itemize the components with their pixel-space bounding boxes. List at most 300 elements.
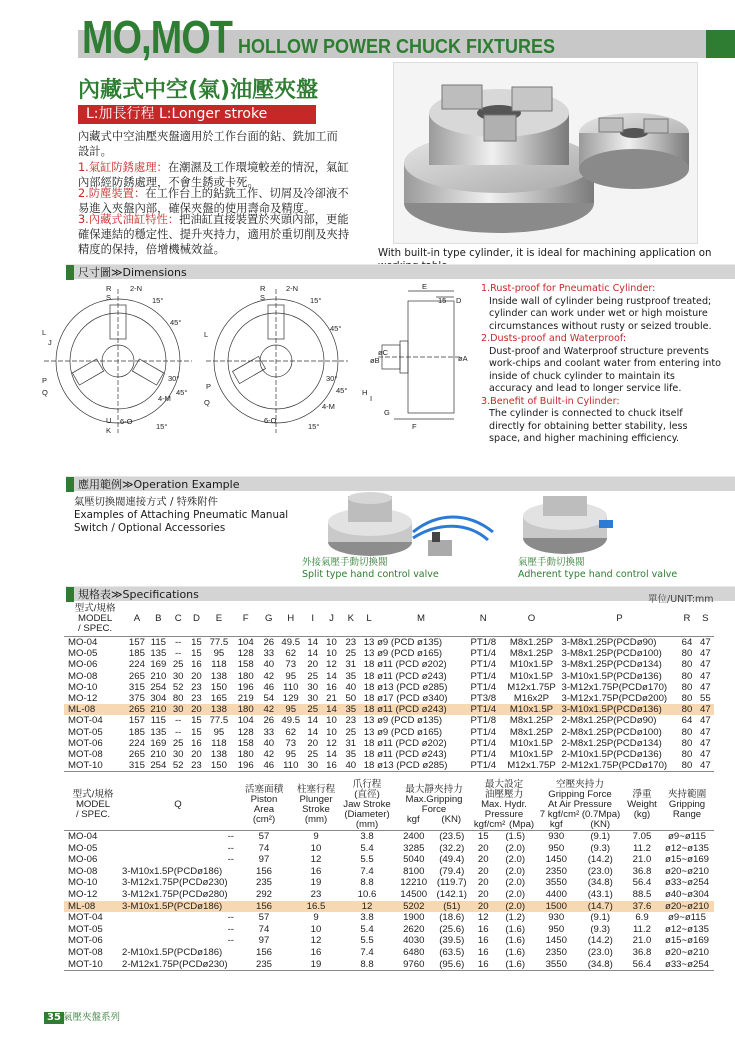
table-cell: (142.1) [436, 888, 467, 900]
svg-text:45°: 45° [330, 324, 342, 333]
table-cell: ø13 (PCD ø285) [377, 760, 448, 772]
operation-desc-en2: Switch / Optional Accessories [74, 521, 226, 534]
table-cell: ø33~ø254 [664, 877, 709, 889]
header-accent [706, 30, 735, 58]
table-cell: PT1/4 [470, 760, 497, 772]
table-row [64, 637, 714, 649]
table-cell: MOT-06 [68, 737, 103, 749]
table-cell: ø9 (PCD ø165) [377, 726, 443, 738]
table-cell: 6.9 [635, 912, 649, 924]
table-row [64, 959, 714, 971]
table-cell: 31 [345, 737, 357, 749]
table-cell: 49.5 [281, 715, 301, 727]
table-cell: 12 [326, 737, 337, 749]
section-dimensions [66, 264, 735, 279]
operation-desc-en1: Examples of Attaching Pneumatic Manual [74, 508, 289, 521]
table-row [64, 901, 714, 913]
table-cell: 14 [326, 749, 337, 761]
table-cell: 35 [345, 749, 357, 761]
table-cell: 20 [187, 704, 205, 715]
table-row [64, 947, 714, 959]
table-cell: 15 [191, 648, 202, 660]
table-cell: 115 [150, 715, 166, 727]
table-cell: 80 [681, 693, 693, 705]
table-cell: M10x1.5P [509, 659, 554, 671]
table-cell: 80 [681, 681, 693, 693]
table-cell: 10.6 [357, 888, 377, 900]
table-cell: 40 [263, 737, 275, 749]
table-cell: MO-08 [68, 865, 98, 877]
table-cell: 2-M10x1.5P(PCDø186) [122, 946, 223, 958]
section-title: 應用範例≫Operation Example [78, 478, 240, 491]
table-cell: 16 [310, 946, 322, 958]
table-cell: 14 [307, 715, 319, 727]
col-header: B [155, 613, 162, 625]
table-cell: 115 [150, 637, 166, 648]
table-cell: 97 [258, 854, 270, 866]
table-cell: 18 [361, 704, 377, 715]
table-cell: 23 [191, 760, 202, 772]
table-cell: 47 [699, 749, 711, 761]
table-cell: (9.3) [590, 842, 611, 854]
svg-text:D: D [456, 296, 462, 305]
table-cell: 40 [345, 760, 357, 772]
table-cell: MO-08 [68, 670, 98, 682]
table-cell: 3-M10x1.5P(PCDø186) [122, 901, 234, 913]
table-cell: 156 [255, 946, 272, 958]
table-cell: 8.8 [360, 958, 374, 970]
table-row [64, 831, 714, 843]
table-cell: (9.1) [590, 912, 611, 924]
table-cell: 13 [363, 715, 375, 727]
table-cell: 10 [326, 726, 337, 738]
table-cell: 18 [363, 670, 375, 682]
table-cell: -- [227, 831, 234, 842]
table-cell: 3550 [545, 958, 567, 970]
table-cell: 30 [307, 760, 319, 772]
table-cell: 10 [310, 923, 322, 935]
table-cell: ø20~ø210 [664, 946, 709, 958]
table-cell: PT1/8 [470, 715, 497, 727]
table-cell: 315 [128, 681, 145, 693]
table-cell: -- [227, 923, 234, 935]
table-cell: 14 [322, 704, 340, 715]
col-header: O [527, 613, 536, 625]
table-cell: -- [174, 726, 182, 738]
table-cell: 150 [210, 760, 227, 772]
table-cell: MO-12 [68, 888, 98, 900]
table-cell: MOT-05 [68, 923, 103, 935]
table-cell: 23 [310, 888, 322, 900]
table-cell: 80 [681, 749, 693, 761]
table-row [64, 693, 714, 704]
svg-text:15: 15 [438, 296, 447, 305]
svg-text:P: P [206, 382, 212, 391]
feature-cn-1: 1.氣缸防銹處理：在潮濕及工作環境較差的情況，氣缸內部經防銹處理，不會生銹或卡死。 [78, 161, 349, 189]
table-cell: ø11 (PCD ø243) [377, 704, 465, 715]
table-cell: 80 [172, 693, 184, 705]
table-cell: ø11 (PCD ø202) [377, 659, 447, 671]
table-cell: -- [174, 715, 182, 727]
chuck-photo [393, 62, 698, 244]
svg-text:U: U [106, 416, 112, 425]
table-row [64, 935, 714, 947]
table-cell: 57 [258, 912, 270, 924]
stroke-label: L:加長行程 L:Longer stroke [78, 105, 316, 124]
dimension-drawing-mid [202, 283, 352, 442]
table-cell: (1.6) [505, 923, 526, 935]
table-cell: 128 [237, 648, 254, 660]
table-cell: 74 [258, 842, 270, 854]
table-row [64, 749, 714, 760]
svg-text:15°: 15° [156, 422, 168, 431]
table-cell: 15 [191, 637, 202, 648]
table-cell: ML-08 [64, 704, 126, 715]
spec-table-2-header [64, 780, 714, 831]
table-cell: 7.4 [360, 865, 374, 877]
table-cell: 128 [237, 726, 254, 738]
table-cell: 73 [285, 659, 297, 671]
svg-text:4-M: 4-M [322, 402, 335, 411]
table-cell: 77.5 [209, 715, 229, 727]
table-cell: 2620 [403, 923, 425, 935]
table-cell: 235 [255, 877, 272, 889]
table-cell: 3550 [545, 877, 567, 889]
table-cell: 2-M12x1.75P(PCDø170) [561, 760, 668, 772]
table-cell: 20 [477, 888, 489, 900]
table-cell: 265 [126, 704, 147, 715]
table-cell: 158 [237, 659, 254, 671]
table-cell: 6480 [403, 946, 425, 958]
feature-en-3-title: 3.Benefit of Built-in Cylinder: [481, 395, 620, 407]
table-cell: 95 [285, 670, 297, 682]
table-cell: 95 [213, 726, 225, 738]
svg-text:øC: øC [378, 348, 388, 357]
table-cell: 3.8 [360, 831, 374, 842]
table-cell: 9 [313, 912, 319, 924]
table-cell: (49.4) [439, 854, 465, 866]
table-row [64, 854, 714, 866]
table-cell: 930 [548, 831, 565, 842]
svg-text:45°: 45° [176, 388, 188, 397]
unit-label: 單位/UNIT:mm [648, 594, 714, 605]
table-row [64, 727, 714, 738]
table-cell: 7.4 [360, 946, 374, 958]
table-cell: 165 [210, 693, 227, 705]
table-cell: MOT-10 [68, 760, 103, 772]
table-cell: 18 [363, 681, 375, 693]
table-cell: (23.5) [439, 831, 465, 842]
table-cell: 5.5 [360, 935, 374, 947]
table-cell: 20 [477, 842, 489, 854]
table-cell: 54 [263, 693, 275, 705]
table-cell: 169 [150, 659, 167, 671]
table-cell: 80 [681, 648, 693, 660]
table-cell: 3-M10x1.5P(PCDø186) [122, 865, 223, 877]
table-cell: 118 [211, 737, 227, 749]
table-cell: 12210 [400, 877, 428, 889]
table-cell: 185 [128, 648, 145, 660]
table-cell: 74 [258, 923, 270, 935]
table-cell: 3-M8x1.25P(PCDø90) [561, 637, 657, 648]
table-cell: MO-04 [68, 831, 98, 842]
table-cell: 110 [283, 681, 299, 693]
table-row [64, 704, 714, 715]
table-cell: ø20~ø210 [660, 901, 714, 913]
table-cell: ø9 (PCD ø165) [377, 648, 443, 660]
table-cell: 16 [191, 737, 202, 749]
feature-cn-3: 3.內藏式油缸特性：把油缸直接裝置於夾頭內部，更能確保連結的穩定性、提升夾持力，適用於重切削及夾持精度的保持，倍增機械效益。 [78, 213, 350, 256]
col-header: C [174, 613, 182, 625]
table-cell: 118 [211, 659, 227, 671]
table-cell: 5.4 [360, 923, 374, 935]
section-title: 尺寸圖≫Dimensions [78, 266, 187, 279]
table-cell: PT3/8 [470, 693, 497, 705]
table-cell: 2350 [545, 865, 567, 877]
table-cell: 16 [477, 935, 489, 947]
table-cell: 35 [341, 704, 361, 715]
table-cell: (23.0) [587, 865, 613, 877]
area-header: 活塞面積 Piston Area (cm²) [244, 784, 284, 825]
model-header: 型式/規格 MODEL / SPEC. [72, 789, 114, 820]
table-cell: 16 [477, 923, 489, 935]
table-cell: (14.2) [587, 854, 613, 866]
table-cell: 62 [285, 726, 297, 738]
svg-text:45°: 45° [170, 318, 182, 327]
table-cell: 2350 [545, 946, 567, 958]
svg-text:30°: 30° [168, 374, 180, 383]
table-row [64, 760, 714, 772]
spec-table-1-header [64, 602, 714, 637]
table-cell: 16.5 [294, 901, 338, 913]
table-cell: 40 [263, 659, 275, 671]
table-cell: 2-M8x1.25P(PCDø100) [561, 726, 662, 738]
table-cell: 47 [699, 726, 711, 738]
col-header: A [133, 613, 141, 625]
table-cell: 20 [307, 737, 319, 749]
table-cell: ø9~ø115 [668, 912, 706, 924]
table-cell: PT1/4 [470, 648, 497, 660]
table-cell: M12x1.75P [507, 681, 556, 693]
table-cell: PT1/4 [470, 749, 497, 761]
table-cell: 219 [237, 693, 254, 705]
table-cell: 20 [472, 901, 494, 913]
table-cell: 80 [681, 760, 693, 772]
table-cell: 210 [150, 670, 167, 682]
col-header: K [347, 613, 354, 625]
svg-text:L: L [204, 330, 209, 339]
table-cell: 30 [172, 749, 184, 761]
table-cell: 14 [307, 637, 319, 648]
table-cell: MO-10 [68, 681, 98, 693]
dimension-drawing-left [40, 283, 200, 442]
table-cell: 180 [232, 704, 259, 715]
table-cell: ø9 (PCD ø135) [377, 637, 443, 648]
table-cell: 254 [150, 681, 167, 693]
footer-series: 氣壓夾盤系列 [63, 1012, 121, 1023]
table-cell: 40 [345, 681, 357, 693]
table-cell: M10x1.5P [509, 749, 554, 761]
table-cell: ø11 (PCD ø202) [377, 737, 447, 749]
svg-text:E: E [422, 283, 428, 291]
col-header: N [479, 613, 487, 625]
table-cell: 4030 [403, 935, 425, 947]
table-cell: 30 [307, 681, 319, 693]
section-specs [66, 586, 735, 601]
stroke-header: 柱塞行程 Plunger Stroke (mm) [296, 784, 336, 825]
table-cell: 18 [363, 737, 375, 749]
table-cell: 157 [128, 637, 145, 648]
table-cell: 52 [172, 681, 184, 693]
table-cell: 156 [234, 901, 294, 913]
table-cell: 33 [263, 726, 275, 738]
table-cell: (25.6) [439, 923, 465, 935]
table-cell: ø12~ø135 [664, 923, 709, 935]
table-cell: 47 [699, 760, 711, 772]
table-cell: 3285 [403, 842, 425, 854]
table-cell: MOT-10 [68, 958, 103, 970]
table-cell: M10x1.5P [509, 670, 554, 682]
table-cell: -- [227, 854, 234, 866]
product-title-cn: 內藏式中空(氣)油壓夾盤 [78, 78, 319, 103]
range-header: 夾持範圍 Gripping Range [667, 789, 707, 820]
table-cell: 95 [285, 749, 297, 761]
table-cell: 64 [681, 637, 693, 648]
table-cell: 97 [258, 935, 270, 947]
table-cell: (1.6) [505, 946, 526, 958]
table-cell: 36.8 [632, 946, 652, 958]
table-cell: M16x2P [513, 693, 550, 705]
table-cell: 104 [237, 715, 254, 727]
table-cell: 138 [206, 704, 233, 715]
svg-text:Q: Q [204, 398, 210, 407]
table-cell: M10x1.5P [509, 737, 554, 749]
table-cell: 12 [326, 659, 337, 671]
table-cell: (18.6) [439, 912, 465, 924]
table-cell: 950 [548, 842, 565, 854]
table-cell: MO-04 [68, 637, 98, 648]
table-cell: PT1/4 [470, 659, 497, 671]
table-cell: MO-12 [68, 693, 98, 705]
table-row [64, 648, 714, 659]
table-cell: (2.0) [505, 865, 526, 877]
table-cell: 36.8 [632, 865, 652, 877]
table-cell: (1.6) [505, 958, 526, 970]
table-cell: 21 [326, 693, 337, 705]
table-cell: 57 [258, 831, 270, 842]
table-cell: 5.4 [360, 842, 374, 854]
col-header: H [287, 613, 295, 625]
table-cell: 9 [313, 831, 319, 842]
table-cell: 80 [681, 726, 693, 738]
table-cell: 20 [191, 749, 202, 761]
svg-text:R: R [260, 284, 266, 293]
table-cell: 80 [681, 737, 693, 749]
table-cell: -- [227, 912, 234, 924]
table-cell: (63.5) [439, 946, 465, 958]
table-cell: (43.1) [587, 888, 613, 900]
table-cell: 224 [128, 659, 145, 671]
svg-text:4-M: 4-M [158, 394, 171, 403]
table-cell: (39.5) [439, 935, 465, 947]
table-cell: 129 [282, 693, 299, 705]
table-cell: 10 [326, 648, 337, 660]
table-cell: (34.8) [587, 877, 613, 889]
table-cell: 9760 [403, 958, 425, 970]
table-cell: PT1/4 [465, 704, 501, 715]
table-cell: ML-08 [64, 901, 122, 913]
table-cell: 20 [307, 659, 319, 671]
table-cell: 95 [213, 648, 225, 660]
col-header: S [702, 613, 709, 625]
table-row [64, 924, 714, 936]
table-cell: 52 [172, 760, 184, 772]
table-cell: 73 [285, 737, 297, 749]
table-cell: 33 [263, 648, 275, 660]
table-cell: 375 [128, 693, 145, 705]
table-cell: 196 [237, 681, 254, 693]
table-cell: 11.2 [633, 923, 651, 935]
svg-text:Q: Q [42, 388, 48, 397]
feature-en-1-body: Inside wall of cylinder being rustproof treated; cylinder can work under wet or high moisture circumstances without rusty or seized trouble. [489, 295, 712, 332]
table-row [64, 866, 714, 878]
table-cell: 47 [699, 637, 711, 648]
table-cell: -- [227, 935, 234, 947]
table-cell: 80 [681, 659, 693, 671]
svg-text:15°: 15° [310, 296, 322, 305]
table-cell: 196 [237, 760, 254, 772]
table-cell: 18 [363, 760, 375, 772]
table-cell: 8.8 [360, 877, 374, 889]
svg-text:G: G [384, 408, 390, 417]
table-cell: ø9~ø115 [668, 831, 706, 842]
table-cell: 224 [128, 737, 145, 749]
table-cell: 42 [263, 749, 275, 761]
table-cell: 3-M12x1.75P(PCDø230) [122, 877, 228, 889]
table-cell: 25 [307, 749, 319, 761]
table-cell: 25 [345, 726, 357, 738]
table-cell: ø20~ø210 [664, 865, 709, 877]
table-row [64, 912, 714, 924]
spec-table-2 [64, 780, 714, 971]
table-cell: 20 [477, 877, 489, 889]
table-cell: 1450 [545, 935, 567, 947]
table-cell: 47 [699, 681, 711, 693]
table-cell: PT1/4 [470, 681, 497, 693]
table-cell: 47 [699, 648, 711, 660]
col-header: M [417, 613, 426, 625]
table-cell: 95 [278, 704, 303, 715]
table-cell: MOT-04 [68, 912, 103, 924]
svg-text:H: H [362, 388, 368, 397]
air-header: 空壓夾持力 Gripping Force At Air Pressure 7 kgf/cm² (0.7Mpa) kgf (KN) [539, 779, 621, 830]
table-cell: 26 [263, 637, 275, 648]
table-cell: 64 [681, 715, 693, 727]
col-header: I [311, 613, 315, 625]
table-cell: 13 [363, 726, 375, 738]
table-cell: 25 [172, 659, 184, 671]
table-cell: M8x1.25P [509, 715, 554, 727]
jaw-header: 爪行程 (直徑) Jaw Stroke (Diameter) (mm) [343, 779, 391, 830]
table-cell: MOT-06 [68, 935, 103, 947]
table-cell: 2-M8x1.25P(PCDø90) [561, 715, 657, 727]
q-header: Q [174, 799, 182, 811]
table-cell: 25 [303, 704, 322, 715]
page-subtitle: HOLLOW POWER CHUCK FIXTURES [238, 36, 555, 58]
table-cell: 37.6 [624, 901, 660, 913]
col-header: L [366, 613, 372, 625]
table-cell: 16 [326, 760, 337, 772]
